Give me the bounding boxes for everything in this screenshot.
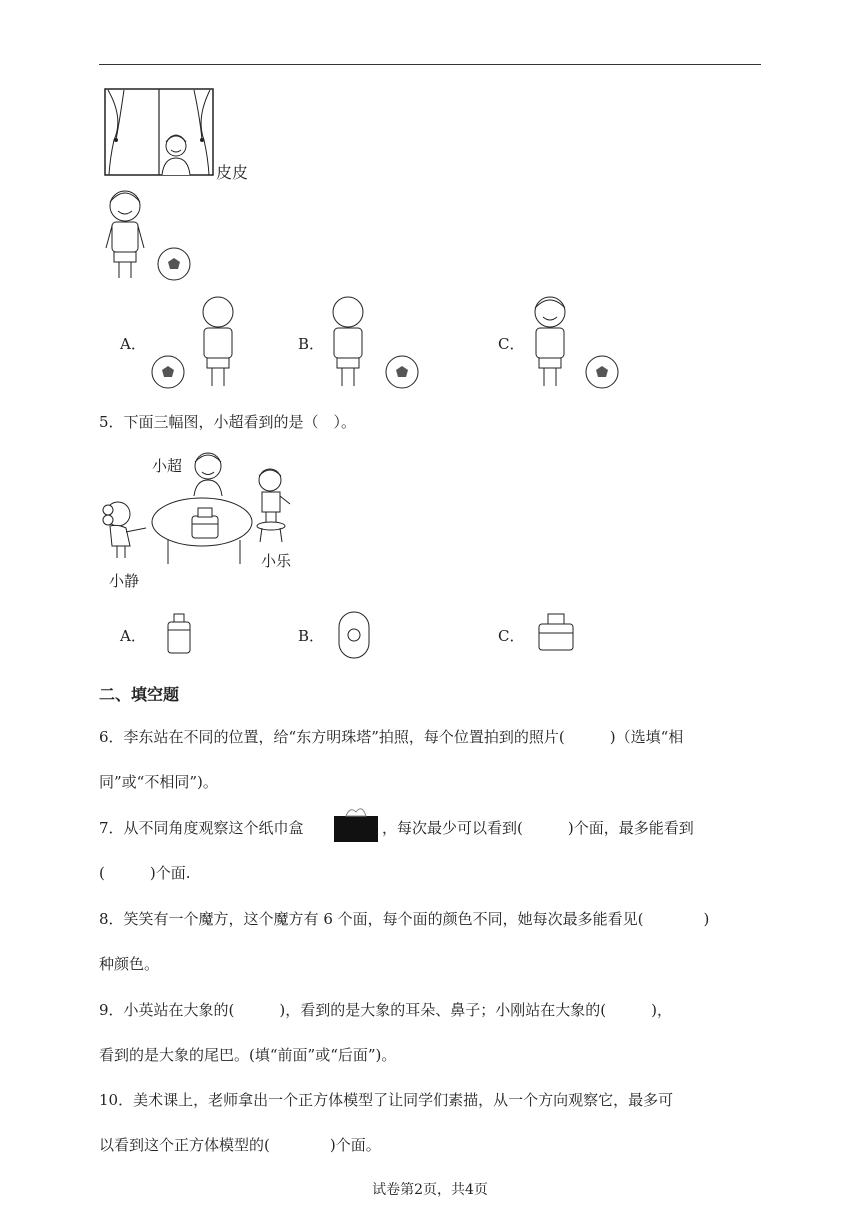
q4-option-b-label: B． (298, 335, 325, 353)
q5-option-a-image (166, 613, 192, 655)
q5-option-c-image (536, 612, 576, 652)
q9-line1: 9．小英站在大象的( )，看到的是大象的耳朵、鼻子；小刚站在大象的( )， (99, 1001, 672, 1019)
q5-option-a-label: A． (120, 627, 146, 645)
tissue-box-image (332, 806, 380, 844)
q5-option-b-label: B． (298, 627, 325, 645)
q7-line1-a: 7．从不同角度观察这个纸巾盒 (99, 819, 304, 837)
q8-line1: 8．笑笑有一个魔方，这个魔方有 6 个面，每个面的颜色不同，她每次最多能看见( ) (99, 910, 710, 928)
q7-line1-b: ，每次最少可以看到( )个面，最多能看到 (382, 819, 694, 837)
q9-line2: 看到的是大象的尾巴。(填“前面”或“后面”)。 (99, 1046, 397, 1064)
pipi-label: 皮皮 (216, 163, 249, 182)
xiaochao-label: 小超 (152, 457, 183, 475)
q5-option-b-image (337, 610, 371, 660)
q6-line1: 6．李东站在不同的位置，给“东方明珠塔”拍照，每个位置拍到的照片( )（选填“相 (99, 728, 684, 746)
boy-with-ball-illustration (100, 184, 195, 284)
q4-option-c-image (528, 294, 623, 389)
section-title: 二、填空题 (99, 685, 180, 704)
q10-line2: 以看到这个正方体模型的( )个面。 (99, 1136, 381, 1154)
q6-line2: 同”或“不相同”)。 (99, 773, 218, 791)
window-boy-illustration (104, 88, 214, 178)
q10-line1: 10．美术课上，老师拿出一个正方体模型了让同学们素描，从一个方向观察它，最多可 (99, 1091, 674, 1109)
xiaole-label: 小乐 (261, 552, 292, 570)
q5-question: 5．下面三幅图，小超看到的是（ ）。 (99, 413, 357, 431)
q5-option-c-label: C． (498, 627, 525, 645)
q4-option-a-image (150, 294, 245, 389)
q7-line2: ( )个面. (99, 864, 191, 882)
q4-option-b-image (328, 294, 423, 389)
q4-option-a-label: A． (120, 335, 146, 353)
header-rule (99, 64, 761, 65)
page-footer: 试卷第2页，共4页 (372, 1182, 488, 1198)
q8-line2: 种颜色。 (99, 955, 160, 973)
xiaojing-label: 小静 (109, 572, 140, 590)
q4-option-c-label: C． (498, 335, 525, 353)
